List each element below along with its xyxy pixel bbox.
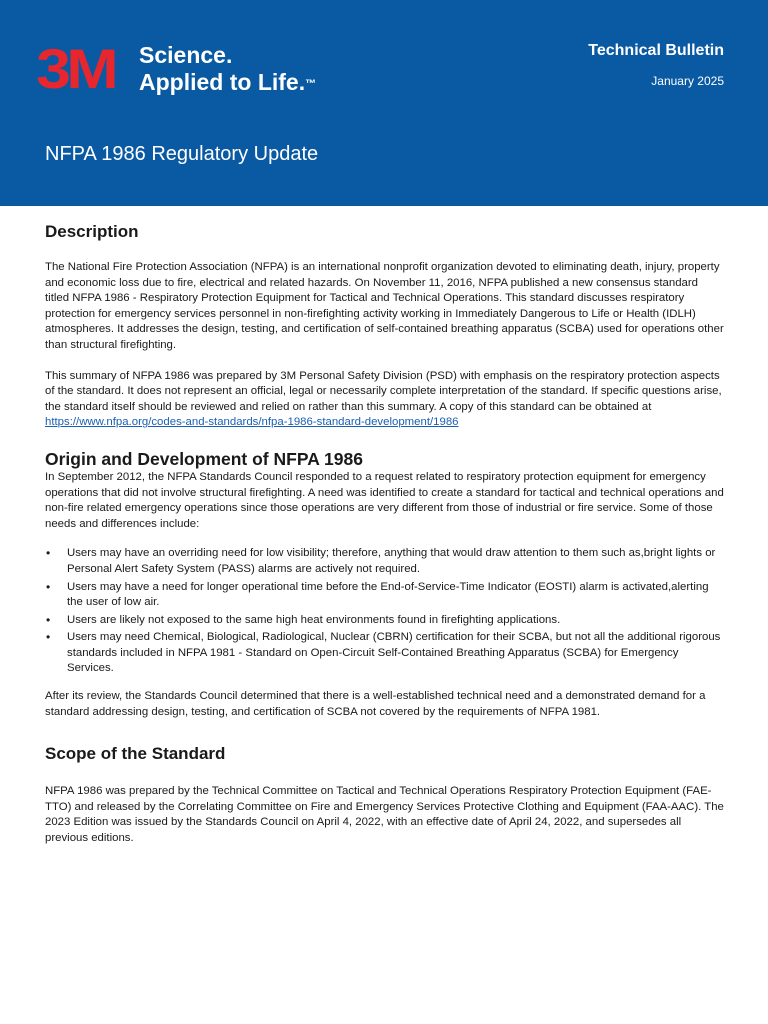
needs-bullet-list <box>45 546 725 677</box>
nfpa-standard-link[interactable]: https://www.nfpa.org/codes-and-standards/nfpa-1986-standard-development/1986 <box>45 416 459 429</box>
list-item-text: Users may have an overriding need for low visibility; therefore, anything that would draw attention to them such as,bright lights or Personal Alert Safety System (PASS) alarms are actively not required. <box>67 547 716 575</box>
description-paragraph-2-text: This summary of NFPA 1986 was prepared by 3M Personal Safety Division (PSD) with emphasis on the respiratory protection aspects of the standard. It does not represent an official, legal or necessarily complete interpretation of the standard. If specific questions arise, the standard itself should be reviewed and relied on rather than this summary. A copy of this standard can be obtained at <box>45 369 722 413</box>
origin-intro-paragraph: In September 2012, the NFPA Standards Council responded to a request related to respiratory protection equipment for emergency operations that did not involve structural firefighting. A need was identified to create a standard for tactical and technical operations and non-fire related emergency operations since those operations are very different from those of industrial or fire service. Some of those needs and differences include: <box>45 470 724 530</box>
bullet-icon: • <box>46 579 51 594</box>
tagline-line-2-text: Applied to Life. <box>139 69 306 95</box>
3m-logo: 3M <box>36 37 115 100</box>
tagline-line-2 <box>139 69 316 96</box>
section-heading-scope: Scope of the Standard <box>45 744 226 764</box>
trademark-symbol: ™ <box>305 78 317 90</box>
list-item <box>45 613 725 629</box>
origin-conclusion-paragraph: After its review, the Standards Council determined that there is a well-established technical need and a demonstrated demand for a standard addressing design, testing, and certification of SCBA not covered by the requirements of NFPA 1981. <box>45 690 706 718</box>
list-item-text: Users are likely not exposed to the same high heat environments found in firefighting applications. <box>67 613 561 626</box>
brand-tagline <box>139 42 316 96</box>
description-paragraph-1: The National Fire Protection Association (NFPA) is an international nonprofit organization devoted to eliminating death, injury, property and economic loss due to fire, electrical and related hazards. On November 11, 2016, NFPA published a new consensus standard titled NFPA 1986 - Respiratory Protection Equipment for Tactical and Technical Operations. This standard discusses respiratory protection for emergency services personnel in non-firefighting activity working in Immediately Dangerous to Life or Health (IDLH) atmospheres. It addresses the design, testing, and certification of self-contained breathing apparatus (SCBA) used for operations other than structural firefighting. <box>45 261 724 351</box>
section-heading-origin: Origin and Development of NFPA 1986 <box>45 448 363 469</box>
section-heading-description: Description <box>45 222 139 241</box>
bullet-icon: • <box>46 612 51 627</box>
list-item <box>45 546 725 577</box>
list-item <box>45 580 725 611</box>
header-banner <box>0 0 768 206</box>
bulletin-label: Technical Bulletin <box>588 42 724 59</box>
document-body <box>45 222 725 847</box>
bullet-icon: • <box>46 546 51 561</box>
list-item-text: Users may have a need for longer operational time before the End-of-Service-Time Indicator (EOSTI) alarm is activated,alerting the user of low air. <box>67 580 709 609</box>
document-title: NFPA 1986 Regulatory Update <box>45 143 319 165</box>
list-item-text: Users may need Chemical, Biological, Radiological, Nuclear (CBRN) certification for their SCBA, but not all the additional rigorous standards included in NFPA 1981 - Standard on Open-Circuit Self-Contained Breathing Apparatus (SCBA) for Emergency Services. <box>67 631 721 675</box>
scope-paragraph-1: NFPA 1986 was prepared by the Technical Committee on Tactical and Technical Operations Respiratory Protection Equipment (FAE-TTO) and released by the Correlating Committee on Fire and Emergency Services Protective Clothing and Equipment (FAA-AAC). The 2023 Edition was issued by the Standards Council on April 4, 2022, with an effective date of April 24, 2022, and supersedes all previous editions. <box>45 785 724 845</box>
list-item <box>45 630 725 677</box>
bulletin-date: January 2025 <box>651 74 724 88</box>
tagline-line-1: Science. <box>139 42 233 68</box>
bullet-icon: • <box>46 630 51 645</box>
description-paragraph-2 <box>45 369 725 431</box>
